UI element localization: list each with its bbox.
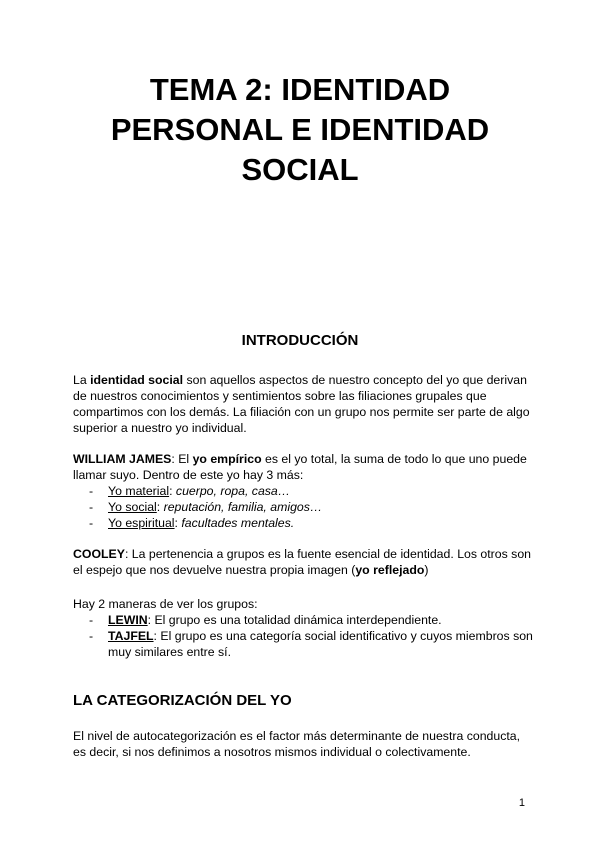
title-line-2: PERSONAL E IDENTIDAD <box>110 112 490 147</box>
list-item: - TAJFEL: El grupo es una categoría social identificativo y cuyos miembros son muy similares entre sí. <box>89 629 533 659</box>
group-views-list <box>73 612 533 660</box>
intro-heading: INTRODUCCIÓN <box>241 332 359 349</box>
groups-paragraph: Hay 2 maneras de ver los grupos: - LEWIN: El grupo es una totalidad dinámica interdependiente. - TAJFEL: El grupo es una categoría social identificativo y cuyos miembros son muy similares entre sí. <box>73 597 533 659</box>
list-item: - Yo material: cuerpo, ropa, casa… <box>89 484 291 498</box>
term-identidad-social: identidad social <box>90 373 184 387</box>
document-title <box>0 70 600 190</box>
cooley-paragraph: COOLEY: La pertenencia a grupos es la fuente esencial de identidad. Los otros son el espejo que nos devuelve nuestra propia imagen (yo reflejado) <box>73 547 532 577</box>
title-line-1: TEMA 2: IDENTIDAD <box>149 72 451 107</box>
list-item: - Yo espiritual: facultades mentales. <box>89 516 295 530</box>
identidad-social-paragraph: La identidad social son aquellos aspectos de nuestro concepto del yo que derivan de nuestros conocimientos y sentimientos sobre las filiaciones grupales que compartimos con los demás. La filiación con un grupo nos permite ser parte de algo superior a nuestro yo individual. <box>73 373 530 435</box>
categorizacion-paragraph: El nivel de autocategorización es el factor más determinante de nuestra conducta, es decir, si nos definimos a nosotros mismos individual o colectivamente. <box>73 729 521 759</box>
page-number: 1 <box>518 797 525 809</box>
author-lewin: LEWIN <box>108 613 148 627</box>
william-james-paragraph: WILLIAM JAMES: El yo empírico es el yo total, la suma de todo lo que uno puede llamar suyo. Dentro de este yo hay 3 más: - Yo material: cuerpo, ropa, casa… - Yo social: reputación, familia, amigos… - Yo espiritual: facultades mentales. <box>73 451 533 531</box>
title-line-3: SOCIAL <box>241 152 359 187</box>
author-william-james: WILLIAM JAMES <box>73 452 172 466</box>
author-tajfel: TAJFEL <box>108 629 154 643</box>
yo-types-list <box>73 483 533 531</box>
list-item: - Yo social: reputación, familia, amigos… <box>89 500 323 514</box>
list-item: - LEWIN: El grupo es una totalidad dinámica interdependiente. <box>89 613 442 627</box>
categorizacion-heading: LA CATEGORIZACIÓN DEL YO <box>73 692 292 709</box>
author-cooley: COOLEY <box>73 547 125 561</box>
term-yo-reflejado: yo reflejado <box>355 563 425 577</box>
term-yo-empirico: yo empírico <box>192 452 262 466</box>
